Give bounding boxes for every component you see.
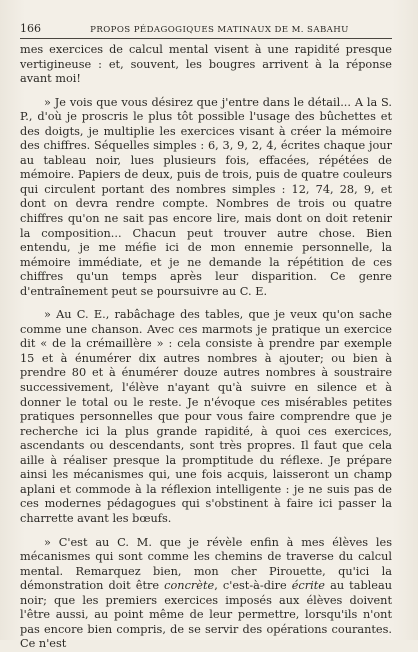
body-text <box>20 43 392 652</box>
text-run: au tableau noir; que les premiers exercices imposés aux élèves doivent l'être aussi, au point même de leur permettre, lorsqu'ils n'ont pas encore bien compris, de se servir des opérations courantes. Ce n'est <box>20 579 392 651</box>
paragraph <box>20 96 392 300</box>
running-head: PROPOS PÉDAGOGIQUES MATINAUX DE M. SABAHU <box>90 25 349 35</box>
text-run: , c'est-à-dire <box>214 579 292 593</box>
paragraph <box>20 43 392 87</box>
text-run: » Au C. E., rabâchage des tables, que je veux qu'on sache comme une chanson. Avec ces marmots je pratique un exercice dit « de la crémaillère » : cela consiste à prendre par exemple 15 et à énumérer dix autres nombres à ajouter; ou bien à prendre 80 et à énumérer douze autres nombres à soustraire successivement, l'élève n'ayant qu'à suivre en silence et à donner le total ou le reste. Je n'évoque ces misérables petites pratiques personnelles que pour vous faire comprendre que je recherche ici la plus grande rapidité, à quoi ces exercices, ascendants ou descendants, sont très propres. Il faut que cela aille à réaliser presque la promptitude du réflexe. Je prépare ainsi les mécanismes qui, une fois acquis, laisseront un champ aplani et commode à la réflexion intelligente : je ne suis pas de ces modernes pédagogues qui s'obstinent à faire ici passer la charrette avant les bœufs. <box>20 308 392 525</box>
italic-text: écrite <box>291 579 325 593</box>
text-run: » Je vois que vous désirez que j'entre dans le détail... A la S. P., d'où je proscris le plus tôt possible l'usage des bûchettes et des doigts, je multiplie les exercices visant à créer la mémoire des chiffres. Séquelles simples : 6, 3, 9, 2, 4, écrites chaque jour au tableau noir, lues plusieurs fois, effacées, répétées de mémoire. Papiers de deux, puis de trois, puis de quatre couleurs qui circulent portant des nombres simples : 12, 74, 28, 9, et dont on devra rendre compte. Nombres de trois ou quatre chiffres qu'on ne sait pas encore lire, mais dont on doit retenir la composition... Chacun peut trouver autre chose. Bien entendu, je me méfie ici de mon ennemie personnelle, la mémoire immédiate, et je ne demande la répétition de ces chiffres qu'un temps après leur disparition. Ce genre d'entraînement peut se poursuivre au C. E. <box>20 95 392 298</box>
page-number: 166 <box>20 22 41 35</box>
paragraph <box>20 536 392 652</box>
text-run: » C'est au C. M. que je révèle enfin à mes élèves les mécanismes qui sont comme les chemins de traverse du calcul mental. Remarquez bien, mon cher Pirouette, qu'ici la démonstration doit être <box>20 535 392 593</box>
text-run: mes exercices de calcul mental visent à une rapidité presque vertigineuse : et, souvent, les bougres arrivent à la réponse avant moi! <box>20 43 392 86</box>
italic-text: concrète <box>164 579 215 593</box>
page-header <box>20 22 392 39</box>
paragraph <box>20 308 392 526</box>
